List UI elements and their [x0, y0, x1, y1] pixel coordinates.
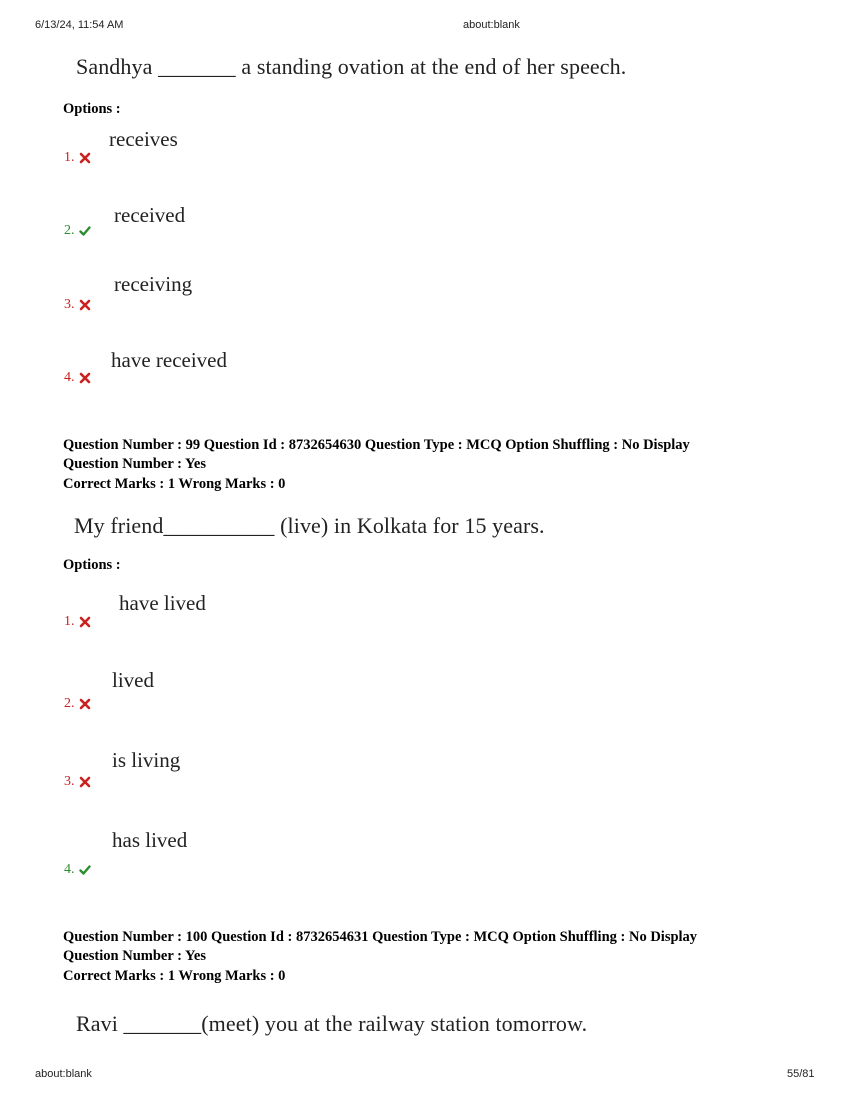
options-label: Options :: [63, 557, 121, 573]
option-number-label: 2.: [64, 696, 75, 711]
wrong-icon: [79, 776, 91, 788]
marks-info: Correct Marks : 1 Wrong Marks : 0: [63, 968, 286, 984]
correct-icon: [79, 864, 91, 876]
option-number: [64, 223, 91, 239]
option-number-label: 1.: [64, 150, 75, 165]
wrong-icon: [79, 698, 91, 710]
option-number: [64, 297, 91, 313]
page-number: 55/81: [787, 1068, 815, 1080]
option-number-label: 4.: [64, 370, 75, 385]
option-number: [64, 370, 91, 386]
question-text: My friend__________ (live) in Kolkata for 15 years.: [74, 513, 545, 538]
option-number: [64, 696, 91, 712]
question-meta: Question Number : Yes: [63, 456, 206, 472]
option-text: have lived: [119, 591, 206, 615]
wrong-icon: [79, 616, 91, 628]
option-text: have received: [111, 348, 228, 372]
question-meta: Question Number : 100 Question Id : 8732654631 Question Type : MCQ Option Shuffling : No Display: [63, 929, 698, 945]
question-meta: Question Number : 99 Question Id : 8732654630 Question Type : MCQ Option Shuffling : No Display: [63, 437, 690, 453]
option-text: has lived: [112, 828, 188, 852]
footer-url: about:blank: [35, 1068, 92, 1080]
option-number: [64, 774, 91, 790]
options-label: Options :: [63, 101, 121, 117]
option-number: [64, 150, 91, 166]
marks-info: Correct Marks : 1 Wrong Marks : 0: [63, 476, 286, 492]
print-url: about:blank: [463, 19, 520, 31]
wrong-icon: [79, 152, 91, 164]
question-text: Ravi _______(meet) you at the railway station tomorrow.: [76, 1011, 588, 1036]
option-number-label: 3.: [64, 297, 75, 312]
wrong-icon: [79, 372, 91, 384]
option-text: received: [114, 203, 186, 227]
print-datetime: 6/13/24, 11:54 AM: [35, 19, 124, 31]
option-number-label: 3.: [64, 774, 75, 789]
wrong-icon: [79, 299, 91, 311]
question-meta: Question Number : Yes: [63, 948, 206, 964]
option-text: is living: [112, 748, 181, 772]
option-number: [64, 862, 91, 878]
option-number-label: 2.: [64, 223, 75, 238]
option-number: [64, 614, 91, 630]
option-text: receives: [109, 127, 178, 151]
option-text: lived: [112, 668, 154, 692]
question-text: Sandhya _______ a standing ovation at the end of her speech.: [76, 54, 627, 79]
option-number-label: 4.: [64, 862, 75, 877]
option-number-label: 1.: [64, 614, 75, 629]
correct-icon: [79, 225, 91, 237]
option-text: receiving: [114, 272, 193, 296]
